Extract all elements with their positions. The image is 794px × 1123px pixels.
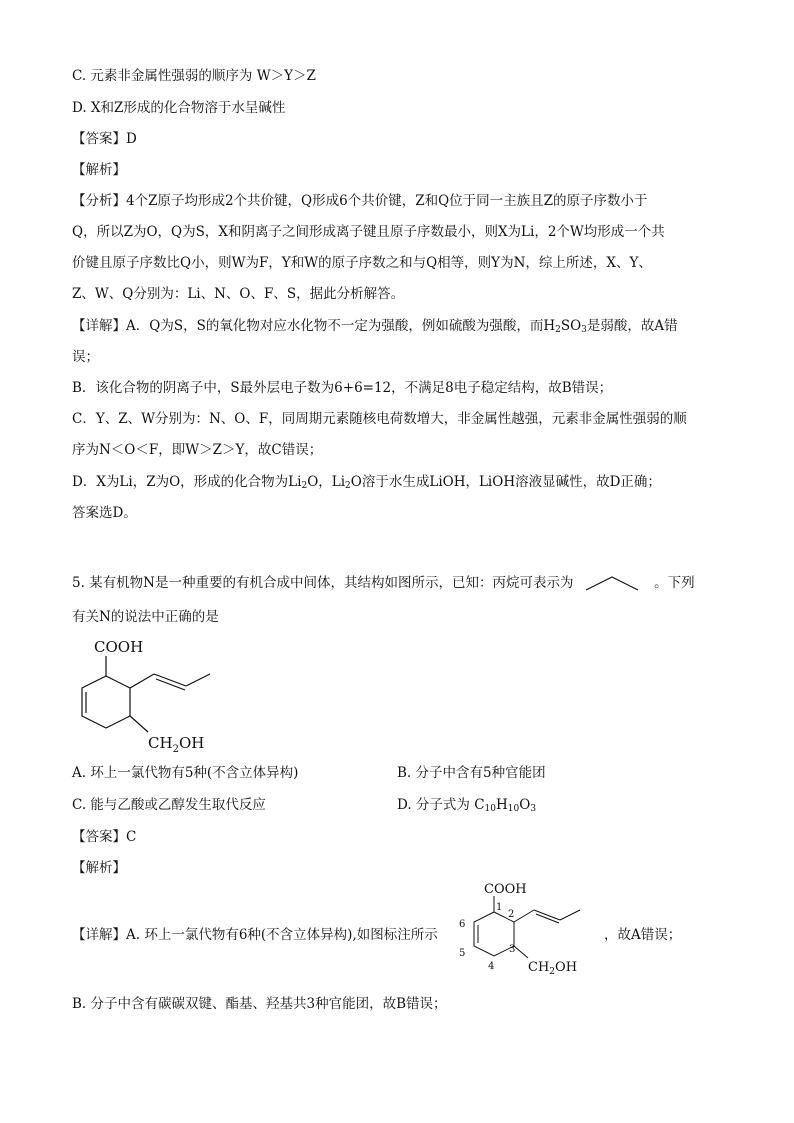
q4-xiangjie-c-line-1: C．Y、Z、W分别为：N、O、F，同周期元素随核电荷数增大，非金属性越强，元素非金属性强弱的顺 bbox=[72, 411, 687, 427]
q5-analysis-head: 【解析】 bbox=[72, 860, 126, 876]
q4-fenxi-line-3: 价键且原子序数比Q小，则W为F，Y和W的原子序数之和与Q相等，则Y为N，综上所述，X、Y、 bbox=[72, 255, 652, 271]
struct-ch2oh-label: $CH_2OH$ bbox=[148, 734, 205, 755]
q4-xiangjie-b: B．该化合物的阴离子中，S最外层电子数为6+6=12，不满足8电子稳定结构，故B错误； bbox=[72, 380, 613, 396]
q4-xiangjie-c-line-2: 序为N＜O＜F，即W＞Z＞Y，故C错误； bbox=[72, 442, 323, 458]
fig2-ch2oh-label: $CH_2OH$ bbox=[528, 960, 578, 977]
fig2-label-6: 6 bbox=[459, 919, 466, 930]
q4-xiangjie-a-line-1: 【详解】A．Q为S，S的氧化物对应水化物不一定为强酸，例如硫酸为强酸，而$H_2SO_3$是弱酸，故A错 bbox=[72, 318, 678, 335]
compound-n-numbered-structure bbox=[452, 878, 602, 980]
q4-answer: 【答案】D bbox=[72, 131, 137, 147]
compound-n-structure bbox=[64, 636, 264, 756]
q5-answer: 【答案】C bbox=[72, 829, 137, 845]
h2so3-formula: $H_2SO_3$ bbox=[543, 318, 587, 335]
q5-option-b: B. 分子中含有5种官能团 bbox=[397, 765, 546, 781]
fig2-label-2: 2 bbox=[508, 909, 515, 920]
q5-xiangjie-b: B. 分子中含有碳碳双键、酯基、羟基共3种官能团，故B错误； bbox=[72, 996, 447, 1012]
q5-xiangjie-a-post: ，故A错误； bbox=[604, 927, 682, 943]
fig2-cooh-label: COOH bbox=[484, 882, 527, 897]
q5-xiangjie-a-pre: 【详解】A. 环上一氯代物有6种(不含立体异构),如图标注所示 bbox=[72, 927, 438, 943]
q4-xiangjie-d: D．X为Li，Z为O，形成的化合物为$Li_2O$，$Li_2O$溶于水生成LiOH，LiOH溶液显碱性，故D正确； bbox=[72, 474, 661, 491]
q4-fenxi-line-4: Z、W、Q分别为：Li、N、O、F、S，据此分析解答。 bbox=[72, 286, 405, 302]
q5-option-a: A. 环上一氯代物有5种(不含立体异构) bbox=[72, 765, 299, 781]
fig2-label-5: 5 bbox=[459, 948, 466, 959]
q5-stem-line-1: 5. 某有机物N是一种重要的有机合成中间体，其结构如图所示，已知：丙烷可表示为 。下列 bbox=[72, 573, 695, 594]
q4-option-c: C. 元素非金属性强弱的顺序为 W＞Y＞Z bbox=[72, 68, 316, 84]
q4-option-d: D. X和Z形成的化合物溶于水呈碱性 bbox=[72, 100, 286, 116]
q4-xiangjie-a-line-2: 误； bbox=[72, 349, 99, 365]
q5-stem-line-2: 有关N的说法中正确的是 bbox=[72, 609, 219, 625]
q5-option-c: C. 能与乙酸或乙醇发生取代反应 bbox=[72, 797, 266, 813]
q4-fenxi-line-1: 【分析】4个Z原子均形成2个共价键，Q形成6个共价键，Z和Q位于同一主族且Z的原子序数小于 bbox=[72, 193, 648, 209]
fig2-label-3: 3 bbox=[509, 944, 516, 955]
propane-skeletal-icon bbox=[584, 574, 644, 594]
struct-cooh-label: COOH bbox=[94, 638, 144, 656]
q4-final-answer: 答案选D。 bbox=[72, 505, 137, 521]
fig2-label-4: 4 bbox=[488, 961, 495, 972]
fig2-label-1: 1 bbox=[496, 902, 503, 913]
q5-option-d: D. 分子式为 $C_{10}H_{10}O_3$ bbox=[397, 797, 537, 814]
q4-analysis-head: 【解析】 bbox=[72, 162, 126, 178]
q4-fenxi-line-2: Q，所以Z为O，Q为S，X和阴离子之间形成离子键且原子序数最小，则X为Li，2个W均形成一个共 bbox=[72, 224, 665, 240]
